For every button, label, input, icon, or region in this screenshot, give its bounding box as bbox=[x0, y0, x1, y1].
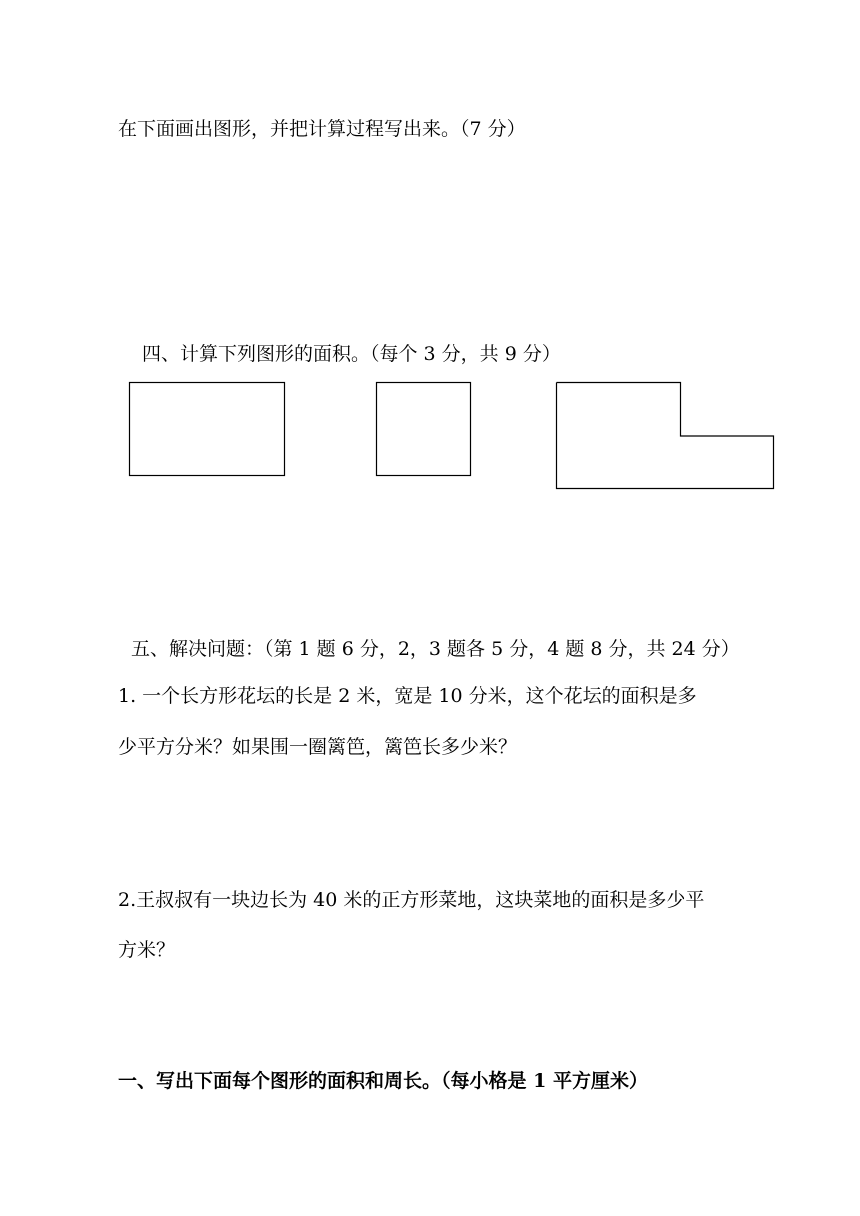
question1-line1: 1. 一个长方形花坛的长是 2 米，宽是 10 分米，这个花坛的面积是多 bbox=[118, 685, 697, 707]
section4-heading: 四、计算下列图形的面积。（每个 3 分，共 9 分） bbox=[142, 343, 561, 365]
section5-heading: 五、解决问题：（第 1 题 6 分，2，3 题各 5 分，4 题 8 分，共 24 分） bbox=[131, 638, 740, 660]
question2-line1: 2.王叔叔有一块边长为 40 米的正方形菜地，这块菜地的面积是多少平 bbox=[118, 889, 705, 911]
section1-heading: 一、写出下面每个图形的面积和周长。（每小格是 1 平方厘米） bbox=[118, 1070, 648, 1092]
question2-line2: 方米？ bbox=[118, 939, 176, 961]
question1-line2: 少平方分米？如果围一圈篱笆，篱笆长多少米？ bbox=[118, 736, 518, 758]
l-shape-figure bbox=[555, 381, 776, 491]
rectangle-figure bbox=[128, 381, 288, 478]
square-figure bbox=[375, 381, 474, 478]
draw-instruction-text: 在下面画出图形，并把计算过程写出来。（7 分） bbox=[118, 118, 526, 140]
